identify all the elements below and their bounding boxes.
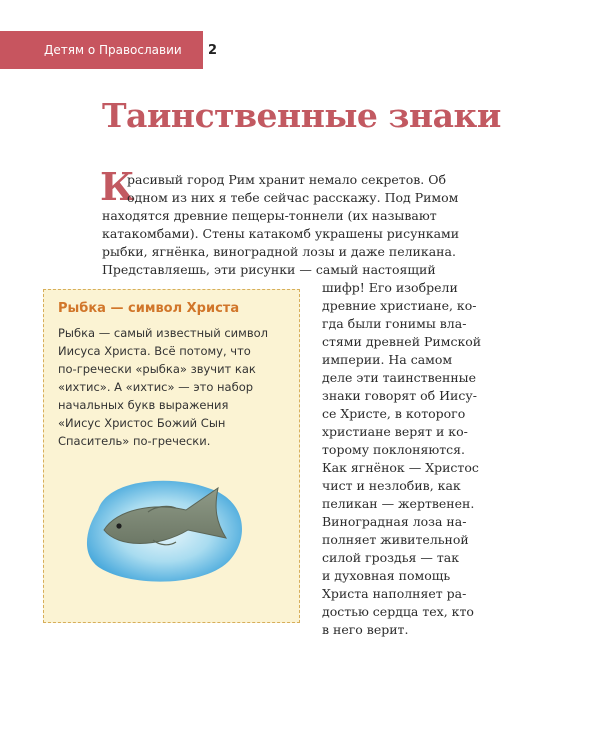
body-line: силой гроздья — так — [322, 550, 460, 565]
body-line: пеликан — жертвенен. — [322, 496, 475, 511]
body-line: древние христиане, ко- — [322, 298, 477, 313]
section-label: Детям о Православии — [44, 43, 182, 57]
body-line: стями древней Римской — [322, 334, 482, 349]
body-line: знаки говорят об Иису- — [322, 388, 477, 403]
sidebar-line: Рыбка — самый известный символ — [58, 326, 268, 340]
body-line: империи. На самом — [322, 352, 453, 367]
sidebar-line: начальных букв выражения — [58, 398, 229, 412]
body-line: христиане верят и ко- — [322, 424, 468, 439]
sidebar-line: «Иисус Христос Божий Сын — [58, 416, 226, 430]
sidebar-line: Иисуса Христа. Всё потому, что — [58, 344, 251, 358]
body-line: шифр! Его изобрели — [322, 280, 458, 295]
body-line: деле эти таинственные — [322, 370, 477, 385]
body-line: Виноградная лоза на- — [322, 514, 467, 529]
sidebar-line: «ихтис». А «ихтис» — это набор — [58, 380, 254, 394]
body-line: катакомбами). Стены катакомб украшены рисунками — [102, 226, 460, 241]
sidebar-title: Рыбка — символ Христа — [58, 301, 240, 316]
body-line: полняет живительной — [322, 532, 469, 547]
body-line: Представляешь, эти рисунки — самый настоящий — [102, 262, 436, 277]
body-line: чист и незлобив, как — [322, 478, 461, 493]
body-line: находятся древние пещеры-тоннели (их называют — [102, 208, 437, 223]
body-line: рыбки, ягнёнка, виноградной лозы и даже пеликана. — [102, 244, 456, 259]
body-line: се Христе, в которого — [322, 406, 466, 421]
body-line: одном из них я тебе сейчас расскажу. Под Римом — [127, 190, 459, 205]
body-line: и духовная помощь — [322, 568, 451, 583]
sidebar-line: по-гречески «рыбка» звучит как — [58, 362, 256, 376]
body-line: расивый город Рим хранит немало секретов. Об — [127, 172, 446, 187]
body-line: торому поклоняются. — [322, 442, 466, 457]
body-line: Христа наполняет ра- — [322, 586, 467, 601]
body-line: достью сердца тех, кто — [322, 604, 474, 619]
body-line: Как ягнёнок — Христос — [322, 460, 479, 475]
fish-in-water-icon — [78, 470, 253, 590]
body-line: гда были гонимы вла- — [322, 316, 467, 331]
body-line: в него верит. — [322, 622, 409, 637]
page-number: 2 — [208, 43, 218, 58]
sidebar-line: Спаситель» по-гречески. — [58, 434, 211, 448]
article-title: Таинственные знаки — [102, 96, 501, 135]
drop-cap: К — [100, 164, 135, 209]
